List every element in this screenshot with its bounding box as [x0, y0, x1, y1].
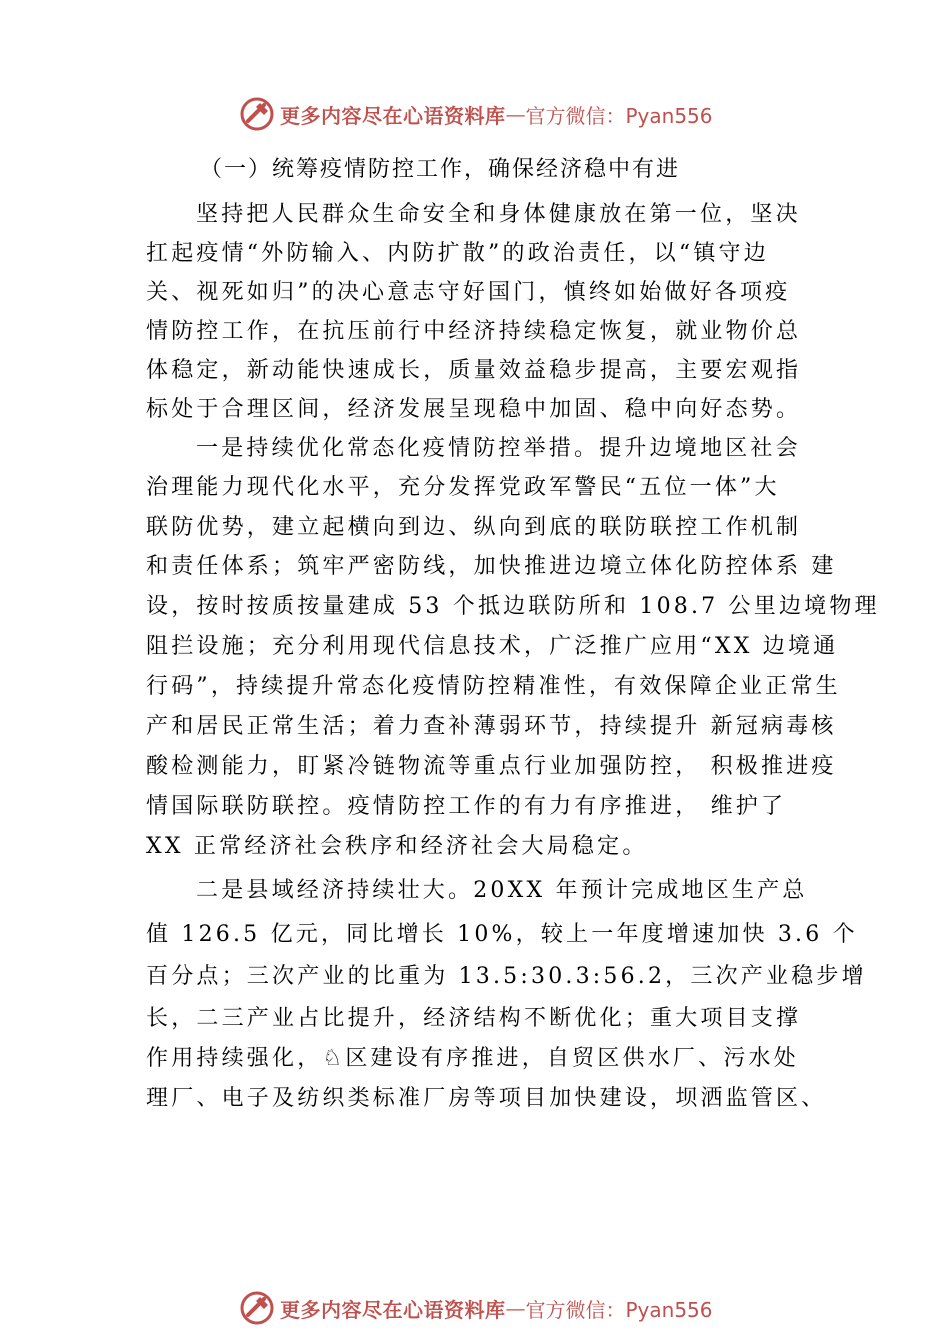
body-line: 阻拦设施；充分利用现代信息技术，广泛推广应用“XX 边境通: [146, 634, 839, 659]
body-line: 情防控工作，在抗压前行中经济持续稳定恢复，就业物价总: [146, 319, 802, 344]
body-line: 情国际联防联控。疫情防控工作的有力有序推进， 维护了: [146, 794, 787, 819]
brand-logo-icon: [238, 1289, 276, 1327]
body-line: 治理能力现代化水平，充分发挥党政军警民“五位一体”大: [146, 475, 780, 500]
body-line: 理厂、电子及纺织类标准厂房等项目加快建设，坝洒监管区、: [146, 1086, 827, 1111]
body-line: 长，二三产业占比提升，经济结构不断优化；重大项目支撑: [146, 1006, 802, 1031]
watermark-banner-bottom: [238, 1288, 713, 1328]
body-line: 作用持续强化，♘区建设有序推进，自贸区供水厂、污水处: [146, 1046, 799, 1071]
watermark-wechat: 官方微信：Pyan556: [525, 1297, 713, 1322]
body-line: 关、视死如归”的决心意志守好国门，慎终如始做好各项疫: [146, 280, 791, 305]
watermark-banner-top: [238, 94, 713, 134]
body-line: 行码”，持续提升常态化疫情防控精准性，有效保障企业正常生: [146, 674, 841, 699]
watermark-separator: —: [505, 1296, 526, 1320]
body-line: 一是持续优化常态化疫情防控举措。提升边境地区社会: [196, 436, 801, 461]
watermark-text: 更多内容尽在心语资料库: [280, 103, 506, 128]
body-line: XX 正常经济社会秩序和经济社会大局稳定。: [146, 834, 648, 859]
body-line: 体稳定，新动能快速成长，质量效益稳步提高，主要宏观指: [146, 358, 802, 383]
body-line: 扛起疫情“外防输入、内防扩散”的政治责任，以“镇守边: [146, 241, 769, 266]
body-line: 酸检测能力，盯紧冷链物流等重点行业加强防控， 积极推进疫: [146, 754, 837, 779]
body-line: 产和居民正常生活；着力查补薄弱环节，持续提升 新冠病毒核: [146, 714, 837, 739]
section-heading: （一）统筹疫情防控工作，确保经济稳中有进: [200, 157, 681, 182]
body-line: 二是县域经济持续壮大。20XX 年预计完成地区生产总: [196, 878, 808, 903]
body-line: 设，按时按质按量建成 53 个抵边联防所和 108.7 公里边境物理: [146, 594, 880, 619]
body-line: 百分点；三次产业的比重为 13.5:30.3:56.2，三次产业稳步增: [146, 964, 867, 989]
body-line: 标处于合理区间，经济发展呈现稳中加固、稳中向好态势。: [146, 397, 802, 422]
body-line: 联防优势，建立起横向到边、纵向到底的联防联控工作机制: [146, 515, 802, 540]
body-line: 和责任体系；筑牢严密防线，加快推进边境立体化防控体系 建: [146, 554, 837, 579]
watermark-wechat: 官方微信：Pyan556: [525, 103, 713, 128]
brand-logo-icon: [238, 95, 276, 133]
body-line: 坚持把人民群众生命安全和身体健康放在第一位，坚决: [196, 202, 801, 227]
watermark-separator: —: [505, 102, 526, 126]
watermark-text: 更多内容尽在心语资料库: [280, 1297, 506, 1322]
body-line: 值 126.5 亿元，同比增长 10%，较上一年度增速加快 3.6 个: [146, 922, 858, 947]
